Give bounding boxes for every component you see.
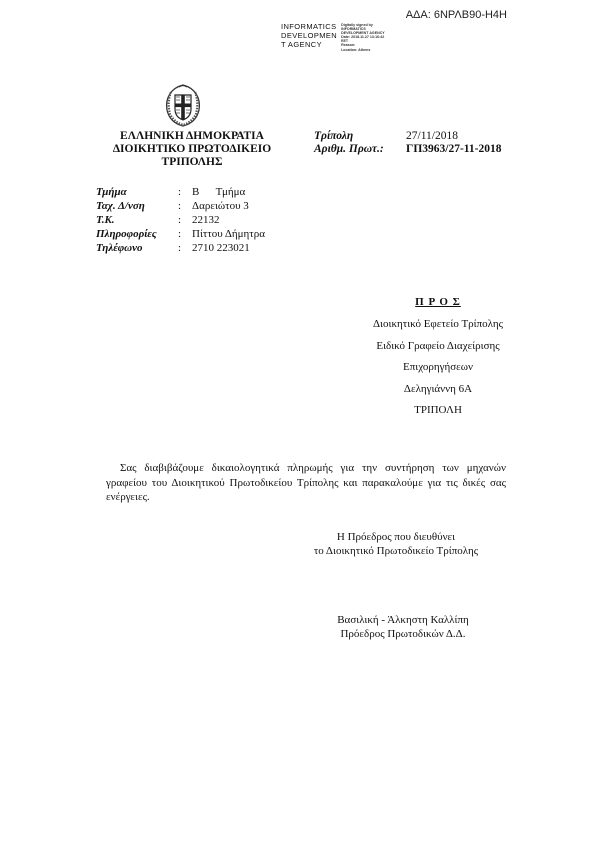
- recipient-line: Ειδικό Γραφείο Διαχείρισης: [376, 339, 500, 352]
- stamp-line: T AGENCY: [281, 40, 322, 49]
- issuer-line: ΕΛΛΗΝΙΚΗ ΔΗΜΟΚΡΑΤΙΑ: [120, 130, 264, 142]
- protocol-row: [314, 143, 501, 156]
- info-row: [96, 213, 265, 227]
- digital-signature-stamp: [281, 22, 405, 52]
- signatory-role-line: το Διοικητικό Πρωτοδικείο Τρίπολης: [313, 545, 479, 557]
- stamp-detail-line: Reason:: [341, 43, 356, 48]
- protocol-number: ΓΠ3963/27-11-2018: [406, 143, 502, 155]
- signatory-role-line: Η Πρόεδρος που διευθύνει: [336, 531, 456, 543]
- stamp-line: DEVELOPMEN: [281, 31, 338, 40]
- stamp-detail-line: EET: [341, 39, 349, 44]
- stamp-details: [341, 23, 405, 52]
- letter-body: [106, 461, 506, 505]
- signatory-role: [296, 530, 496, 558]
- body-paragraph: Σας διαβιβάζουμε δικαιολογητικά πληρωμής για την συντήρηση των μηχανών γραφείου του Διοικητικού Πρωτοδικείου Τρίπολης και παρακαλούμε για τις δικές σας ενέργειες.: [106, 462, 506, 503]
- stamp-agency-name: [281, 22, 337, 49]
- info-value: Δαρειώτου 3: [192, 200, 249, 212]
- info-colon: :: [178, 200, 182, 212]
- stamp-detail-line: DEVELOPMENT AGENCY: [341, 31, 385, 36]
- recipient-line: ΤΡΙΠΟΛΗ: [414, 404, 462, 416]
- signatory-title: Πρόεδρος Πρωτοδικών Δ.Δ.: [340, 628, 466, 640]
- info-row: [96, 227, 265, 241]
- stamp-detail-line: Date: 2018.11.27 13:16:42: [341, 35, 385, 40]
- stamp-detail-line: INFORMATICS: [341, 27, 366, 32]
- info-row: [96, 185, 265, 199]
- info-colon: :: [178, 186, 182, 198]
- info-row: [96, 199, 265, 213]
- info-key: Πληροφορίες: [96, 228, 157, 240]
- signatory-name: Βασιλική - Άλκηστη Καλλίπη: [337, 614, 469, 626]
- info-key: Τμήμα: [96, 186, 127, 198]
- reference-block: [314, 130, 501, 156]
- date-row: [314, 130, 501, 143]
- info-colon: :: [178, 228, 182, 240]
- info-key: Τ.Κ.: [96, 214, 115, 226]
- protocol-label: Αριθμ. Πρωτ.:: [314, 143, 384, 155]
- info-key: Ταχ. Δ/νση: [96, 200, 145, 212]
- ada-code: ΑΔΑ: 6ΝΡΛΒ90-Η4Η: [405, 9, 507, 21]
- signatory-name-block: [318, 613, 488, 641]
- recipient-title: Π Ρ Ο Σ: [415, 296, 461, 308]
- stamp-detail-line: Digitally signed by: [341, 23, 373, 27]
- info-value: 2710 223021: [192, 242, 250, 254]
- document-date: 27/11/2018: [406, 130, 458, 142]
- recipient-line: Δεληγιάννη 6Α: [403, 382, 473, 395]
- recipient-block: [358, 296, 518, 422]
- info-value: Πίττου Δήμητρα: [192, 228, 265, 240]
- info-value: Β Τμήμα: [192, 186, 246, 198]
- issuer-block: [92, 130, 292, 169]
- contact-info-block: [96, 185, 265, 255]
- info-key: Τηλέφωνο: [96, 242, 143, 254]
- stamp-detail-line: Location: Athens: [341, 47, 371, 52]
- greek-coat-of-arms-icon: [161, 82, 205, 128]
- stamp-line: INFORMATICS: [281, 22, 337, 31]
- recipient-line: Επιχορηγήσεων: [403, 361, 473, 373]
- issuer-line: ΤΡΙΠΟΛΗΣ: [161, 156, 223, 168]
- city-label: Τρίπολη: [314, 130, 354, 142]
- info-value: 22132: [192, 214, 220, 226]
- info-colon: :: [178, 214, 182, 226]
- info-row: [96, 241, 265, 255]
- issuer-line: ΔΙΟΙΚΗΤΙΚΟ ΠΡΩΤΟΔΙΚΕΙΟ: [112, 143, 272, 155]
- info-colon: :: [178, 242, 182, 254]
- recipient-line: Διοικητικό Εφετείο Τρίπολης: [372, 318, 504, 330]
